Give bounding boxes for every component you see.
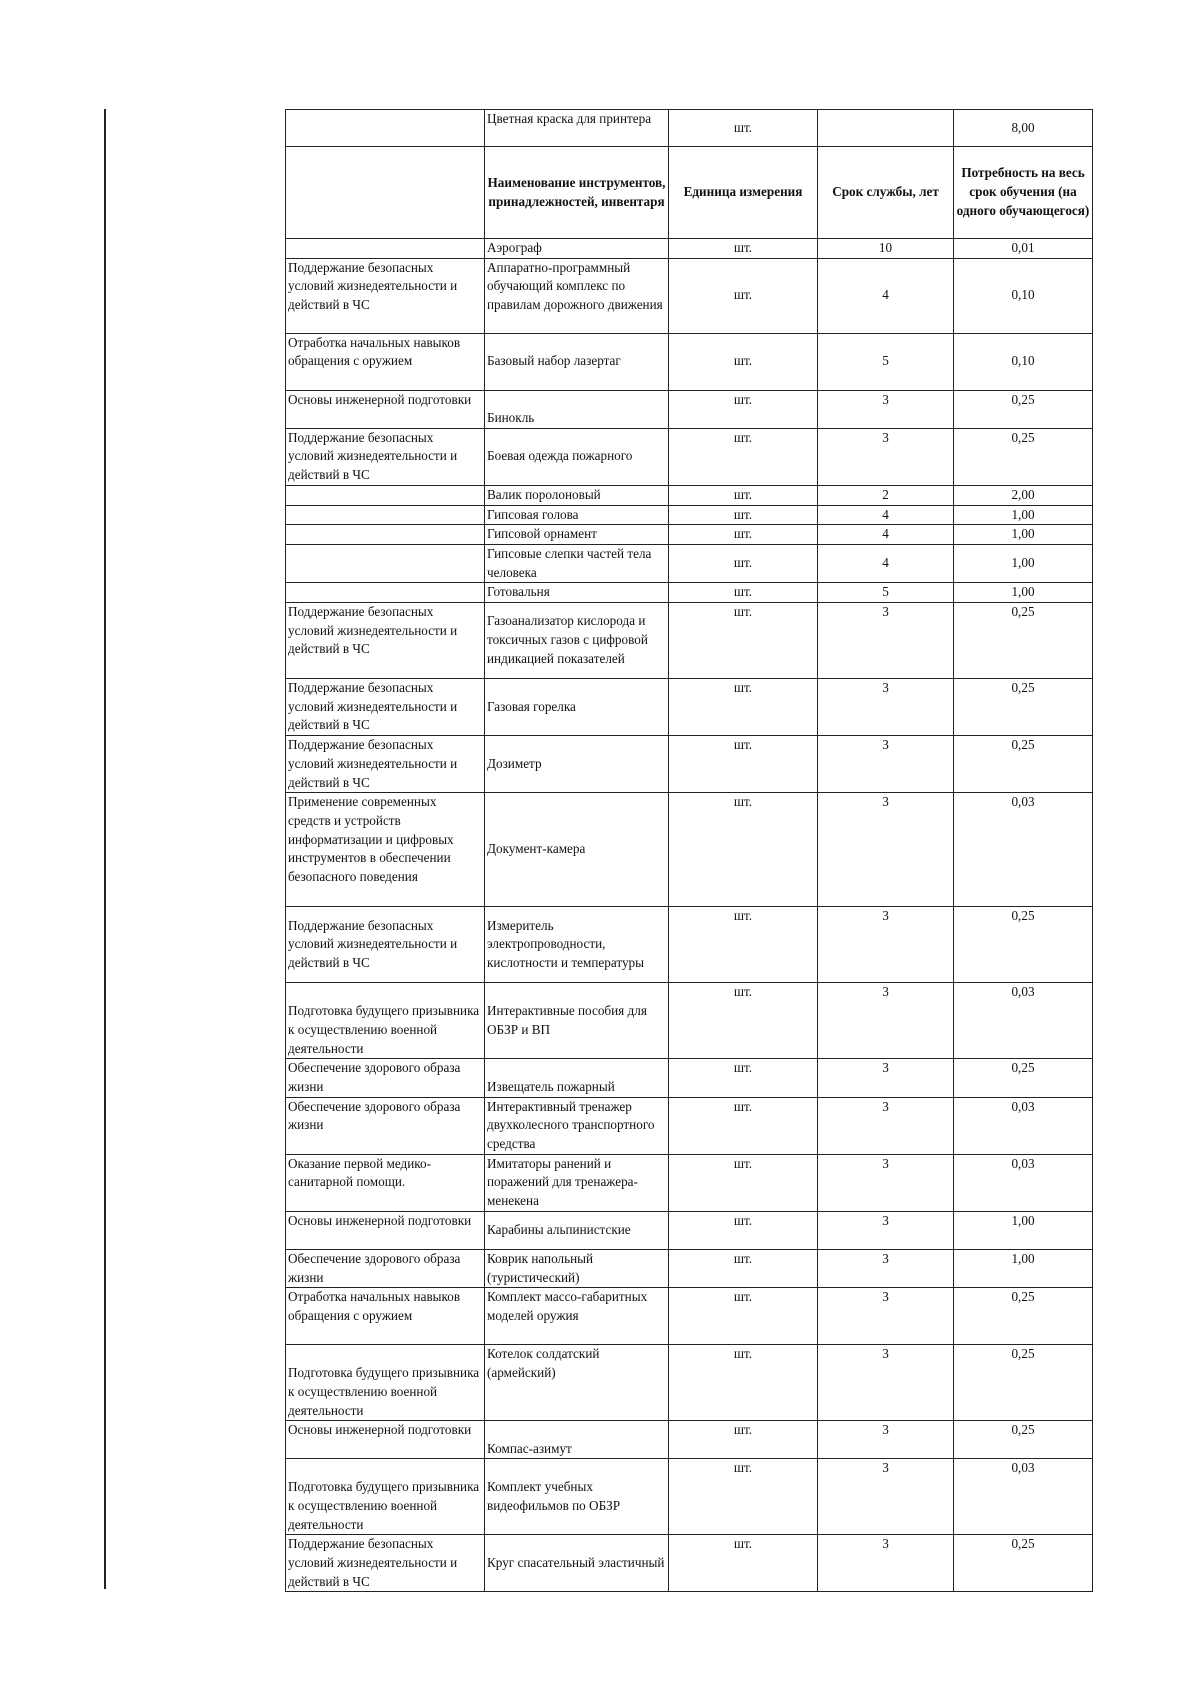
item-name-cell: Валик поролоновый [485,485,669,505]
service-life-cell: 4 [818,544,954,582]
requirement-cell: 1,00 [954,583,1093,603]
service-life-cell: 3 [818,793,954,907]
activity-cell: Отработка начальных навыков обращения с оружием [286,1288,485,1345]
service-life-cell: 3 [818,1097,954,1154]
activity-cell: Основы инженерной подготовки [286,1211,485,1249]
table-row [286,1097,1093,1154]
activity-cell [286,485,485,505]
item-name-cell: Цветная краска для принтера [485,110,669,147]
item-name-cell: Компас-азимут [485,1421,669,1459]
requirement-cell: 2,00 [954,485,1093,505]
table-row [286,525,1093,545]
item-name-cell: Дозиметр [485,736,669,793]
item-name-cell: Коврик напольный (туристический) [485,1249,669,1287]
item-name-cell: Измеритель электропроводности, кислотности и температуры [485,907,669,983]
requirement-cell: 0,25 [954,1421,1093,1459]
requirement-cell: 0,25 [954,679,1093,736]
requirement-cell: 1,00 [954,1211,1093,1249]
requirement-cell: 0,25 [954,1288,1093,1345]
activity-cell: Основы инженерной подготовки [286,390,485,428]
unit-cell: шт. [669,1345,818,1421]
activity-cell [286,525,485,545]
item-name-cell: Аэрограф [485,239,669,259]
item-name-cell: Документ-камера [485,793,669,907]
requirement-cell: 1,00 [954,1249,1093,1287]
table-row [286,1249,1093,1287]
unit-cell: шт. [669,525,818,545]
unit-cell: шт. [669,907,818,983]
table-row [286,603,1093,679]
service-life-cell: 3 [818,983,954,1059]
table-row [286,983,1093,1059]
activity-cell: Поддержание безопасных условий жизнедеятельности и действий в ЧС [286,258,485,333]
service-life-cell: 3 [818,1154,954,1211]
unit-cell: шт. [669,583,818,603]
table-row [286,239,1093,259]
header-unit: Единица измерения [669,147,818,239]
requirement-cell: 0,01 [954,239,1093,259]
unit-cell: шт. [669,1211,818,1249]
service-life-cell: 3 [818,1249,954,1287]
requirement-cell: 8,00 [954,110,1093,147]
activity-cell: Обеспечение здорового образа жизни [286,1249,485,1287]
activity-cell [286,583,485,603]
table-header-row [286,147,1093,239]
table-row [286,485,1093,505]
item-name-cell: Интерактивный тренажер двухколесного транспортного средства [485,1097,669,1154]
requirement-cell: 0,03 [954,1459,1093,1535]
requirement-cell: 0,25 [954,1535,1093,1592]
service-life-cell: 3 [818,679,954,736]
service-life-cell: 5 [818,583,954,603]
service-life-cell: 3 [818,1059,954,1097]
service-life-cell: 4 [818,505,954,525]
table-row [286,736,1093,793]
requirement-cell: 1,00 [954,544,1093,582]
unit-cell: шт. [669,1097,818,1154]
activity-cell: Подготовка будущего призывника к осуществлению военной деятельности [286,983,485,1059]
activity-cell: Обеспечение здорового образа жизни [286,1097,485,1154]
unit-cell: шт. [669,1059,818,1097]
item-name-cell: Газоанализатор кислорода и токсичных газов с цифровой индикацией показателей [485,603,669,679]
header-requirement: Потребность на весь срок обучения (на одного обучающегося) [954,147,1093,239]
activity-cell: Оказание первой медико-санитарной помощи. [286,1154,485,1211]
unit-cell: шт. [669,258,818,333]
unit-cell: шт. [669,428,818,485]
unit-cell: шт. [669,110,818,147]
table-row [286,1288,1093,1345]
service-life-cell: 3 [818,603,954,679]
service-life-cell: 3 [818,907,954,983]
item-name-cell: Комплект учебных видеофильмов по ОБЗР [485,1459,669,1535]
table-row [286,1211,1093,1249]
service-life-cell: 4 [818,258,954,333]
requirement-cell: 0,25 [954,1345,1093,1421]
service-life-cell: 3 [818,1459,954,1535]
activity-cell: Обеспечение здорового образа жизни [286,1059,485,1097]
table-row [286,258,1093,333]
activity-cell [286,110,485,147]
activity-cell [286,544,485,582]
service-life-cell: 4 [818,525,954,545]
item-name-cell: Газовая горелка [485,679,669,736]
unit-cell: шт. [669,603,818,679]
table-row [286,110,1093,147]
header-empty-cell [286,147,485,239]
requirement-cell: 0,25 [954,603,1093,679]
requirement-cell: 0,25 [954,907,1093,983]
activity-cell: Поддержание безопасных условий жизнедеятельности и действий в ЧС [286,1535,485,1592]
item-name-cell: Гипсовой орнамент [485,525,669,545]
table-row [286,1345,1093,1421]
unit-cell: шт. [669,1154,818,1211]
service-life-cell: 5 [818,333,954,390]
requirement-cell: 0,25 [954,390,1093,428]
unit-cell: шт. [669,1288,818,1345]
table-row [286,390,1093,428]
activity-cell: Поддержание безопасных условий жизнедеятельности и действий в ЧС [286,428,485,485]
unit-cell: шт. [669,793,818,907]
header-service-life: Срок службы, лет [818,147,954,239]
item-name-cell: Круг спасательный эластичный [485,1535,669,1592]
item-name-cell: Готовальня [485,583,669,603]
item-name-cell: Гипсовая голова [485,505,669,525]
table-row [286,1535,1093,1592]
service-life-cell: 3 [818,1421,954,1459]
service-life-cell: 10 [818,239,954,259]
unit-cell: шт. [669,1249,818,1287]
service-life-cell: 3 [818,1211,954,1249]
activity-cell: Основы инженерной подготовки [286,1421,485,1459]
activity-cell: Поддержание безопасных условий жизнедеятельности и действий в ЧС [286,736,485,793]
requirement-cell: 0,25 [954,736,1093,793]
unit-cell: шт. [669,239,818,259]
table-row [286,428,1093,485]
unit-cell: шт. [669,544,818,582]
service-life-cell: 3 [818,736,954,793]
table-row [286,505,1093,525]
table-row [286,1154,1093,1211]
unit-cell: шт. [669,1459,818,1535]
requirement-cell: 0,03 [954,793,1093,907]
item-name-cell: Котелок солдатский (армейский) [485,1345,669,1421]
requirement-cell: 0,03 [954,983,1093,1059]
unit-cell: шт. [669,333,818,390]
unit-cell: шт. [669,1535,818,1592]
item-name-cell: Аппаратно-программный обучающий комплекс по правилам дорожного движения [485,258,669,333]
item-name-cell: Комплект массо-габаритных моделей оружия [485,1288,669,1345]
unit-cell: шт. [669,390,818,428]
requirement-cell: 0,03 [954,1097,1093,1154]
requirement-cell: 1,00 [954,505,1093,525]
table-row [286,1059,1093,1097]
activity-cell [286,239,485,259]
item-name-cell: Базовый набор лазертаг [485,333,669,390]
item-name-cell: Бинокль [485,390,669,428]
activity-cell: Применение современных средств и устройств информатизации и цифровых инструментов в обеспечении безопасного поведения [286,793,485,907]
service-life-cell: 3 [818,1288,954,1345]
table-row [286,907,1093,983]
unit-cell: шт. [669,1421,818,1459]
requirement-cell: 0,25 [954,1059,1093,1097]
activity-cell: Подготовка будущего призывника к осуществлению военной деятельности [286,1345,485,1421]
unit-cell: шт. [669,505,818,525]
table-row [286,1421,1093,1459]
table-row [286,793,1093,907]
service-life-cell [818,110,954,147]
unit-cell: шт. [669,983,818,1059]
activity-cell: Поддержание безопасных условий жизнедеятельности и действий в ЧС [286,679,485,736]
table-row [286,333,1093,390]
table-row [286,544,1093,582]
table-row [286,1459,1093,1535]
unit-cell: шт. [669,736,818,793]
service-life-cell: 2 [818,485,954,505]
header-item-name: Наименование инструментов, принадлежностей, инвентаря [485,147,669,239]
service-life-cell: 3 [818,1535,954,1592]
requirement-cell: 0,10 [954,258,1093,333]
inventory-table [285,109,1093,1592]
table-row [286,583,1093,603]
page-margin-line [104,109,106,1589]
item-name-cell: Карабины альпинистские [485,1211,669,1249]
item-name-cell: Извещатель пожарный [485,1059,669,1097]
service-life-cell: 3 [818,1345,954,1421]
service-life-cell: 3 [818,428,954,485]
requirement-cell: 1,00 [954,525,1093,545]
activity-cell: Поддержание безопасных условий жизнедеятельности и действий в ЧС [286,907,485,983]
item-name-cell: Имитаторы ранений и поражений для тренажера-менекена [485,1154,669,1211]
activity-cell [286,505,485,525]
unit-cell: шт. [669,679,818,736]
service-life-cell: 3 [818,390,954,428]
item-name-cell: Боевая одежда пожарного [485,428,669,485]
item-name-cell: Гипсовые слепки частей тела человека [485,544,669,582]
activity-cell: Поддержание безопасных условий жизнедеятельности и действий в ЧС [286,603,485,679]
unit-cell: шт. [669,485,818,505]
activity-cell: Подготовка будущего призывника к осуществлению военной деятельности [286,1459,485,1535]
table-row [286,679,1093,736]
requirement-cell: 0,10 [954,333,1093,390]
activity-cell: Отработка начальных навыков обращения с оружием [286,333,485,390]
item-name-cell: Интерактивные пособия для ОБЗР и ВП [485,983,669,1059]
requirement-cell: 0,03 [954,1154,1093,1211]
requirement-cell: 0,25 [954,428,1093,485]
